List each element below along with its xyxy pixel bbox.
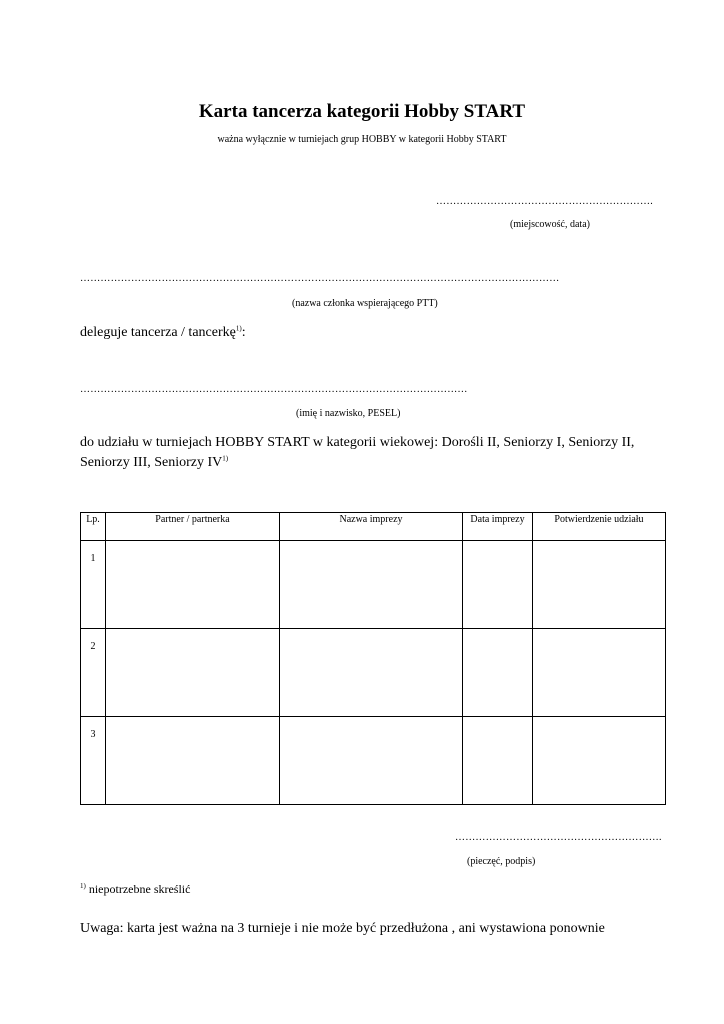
confirmation-cell[interactable] [533, 541, 666, 629]
place-date-field[interactable]: ………………………………………………………. [436, 196, 653, 207]
place-date-label: (miejscowość, data) [510, 219, 590, 230]
partner-cell[interactable] [106, 629, 280, 717]
table-row [81, 629, 666, 717]
row-number: 2 [81, 629, 106, 717]
header-partner: Partner / partnerka [106, 513, 280, 541]
dancer-name-field[interactable]: …………………………………………………………………………………………………… [80, 384, 468, 395]
participation-table [80, 512, 666, 805]
document-subtitle: ważna wyłącznie w turniejach grup HOBBY w kategorii Hobby START [217, 134, 507, 145]
event-date-cell[interactable] [463, 717, 533, 805]
stamp-signature-field[interactable]: ……………………………………………………. [455, 832, 662, 843]
footnote-ref: 1) [235, 324, 242, 333]
participation-line-1: do udziału w turniejach HOBBY START w kategorii wiekowej: Dorośli II, Seniorzy I, Seniorzy II, [80, 435, 635, 450]
event-date-cell[interactable] [463, 629, 533, 717]
partner-cell[interactable] [106, 717, 280, 805]
delegates-colon: : [241, 325, 246, 340]
participation-line-2 [80, 455, 228, 471]
row-number: 3 [81, 717, 106, 805]
stamp-signature-label: (pieczęć, podpis) [467, 856, 536, 867]
dancer-name-label: (imię i nazwisko, PESEL) [296, 408, 401, 419]
header-lp: Lp. [81, 513, 106, 541]
confirmation-cell[interactable] [533, 717, 666, 805]
footnote-text: niepotrzebne skreślić [85, 882, 191, 896]
header-confirmation: Potwierdzenie udziału [533, 513, 666, 541]
partner-cell[interactable] [106, 541, 280, 629]
member-name-label: (nazwa członka wspierającego PTT) [292, 298, 438, 309]
confirmation-cell[interactable] [533, 629, 666, 717]
participation-categories: Seniorzy III, Seniorzy IV [80, 455, 223, 470]
document-title: Karta tancerza kategorii Hobby START [198, 101, 526, 122]
event-name-cell[interactable] [280, 717, 463, 805]
delegates-text [80, 325, 246, 341]
header-event-date: Data imprezy [463, 513, 533, 541]
table-row [81, 541, 666, 629]
event-date-cell[interactable] [463, 541, 533, 629]
delegates-label: deleguje tancerza / tancerkę [80, 325, 236, 340]
footnote-ref: 1) [222, 454, 229, 463]
footnote [80, 882, 190, 897]
table-row [81, 717, 666, 805]
row-number: 1 [81, 541, 106, 629]
event-name-cell[interactable] [280, 541, 463, 629]
footnote-marker: 1) [80, 882, 86, 890]
validity-note: Uwaga: karta jest ważna na 3 turnieje i nie może być przedłużona , ani wystawiona ponownie [80, 921, 605, 936]
table-header-row [81, 513, 666, 541]
header-event-name: Nazwa imprezy [280, 513, 463, 541]
event-name-cell[interactable] [280, 629, 463, 717]
member-name-field[interactable]: …………………………………………………………………………………………………………………………… [80, 273, 560, 284]
